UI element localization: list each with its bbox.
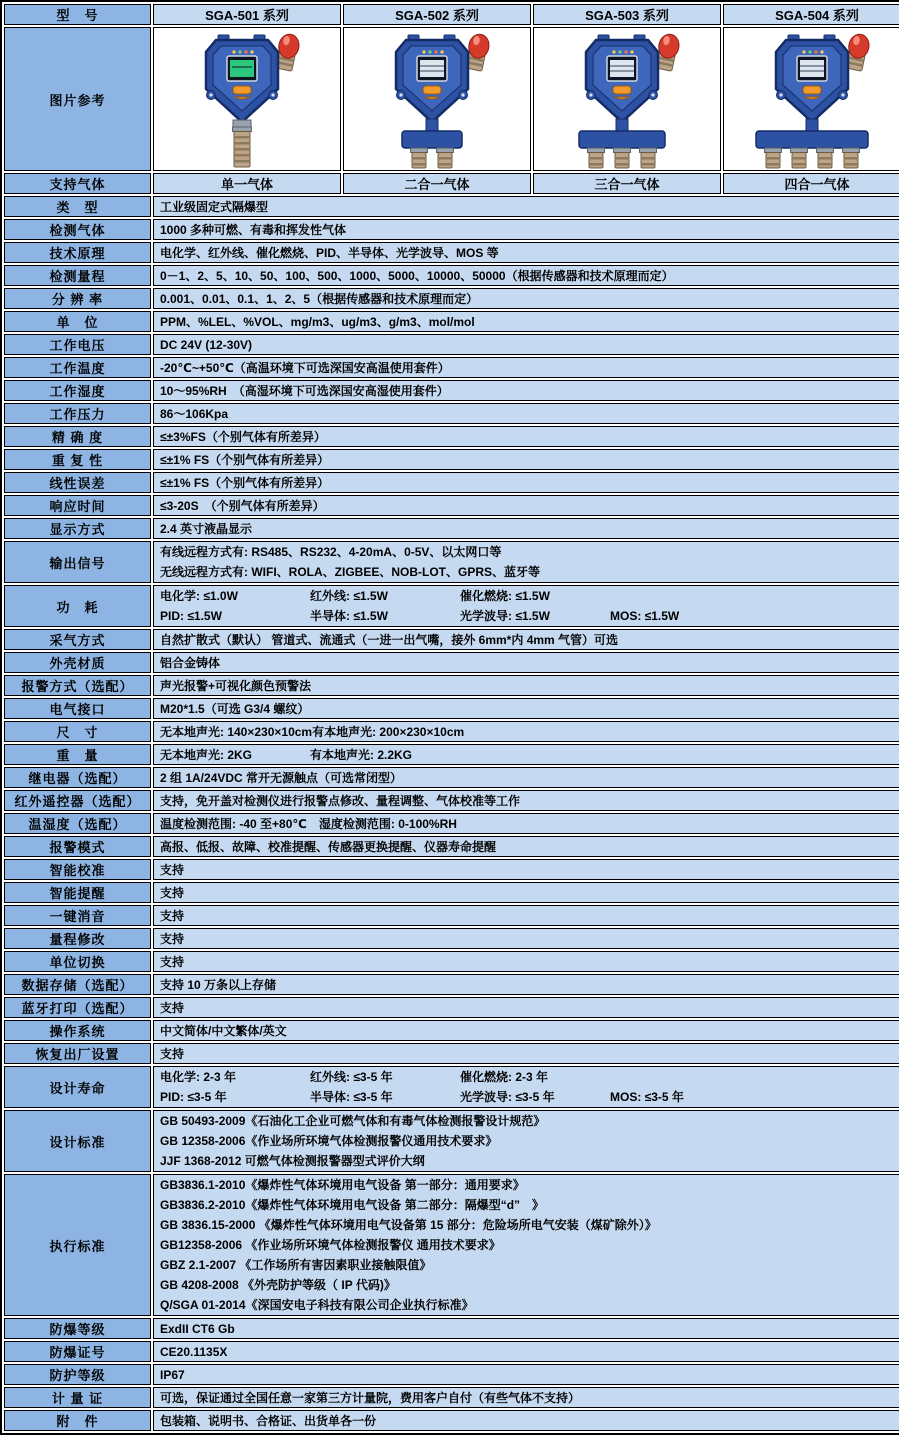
spec-label-os: 操作系统 <box>4 1020 151 1041</box>
spec-label-one-key-mute: 一键消音 <box>4 905 151 926</box>
spec-label-bt-print-optional: 蓝牙打印（选配） <box>4 997 151 1018</box>
spec-value-bt-print-optional <box>153 997 899 1018</box>
spec-value-work-humidity <box>153 380 899 401</box>
spec-segment: 催化燃烧: 2-3 年 <box>460 1070 549 1084</box>
spec-line <box>160 723 899 741</box>
spec-label-data-storage-optional: 数据存储（选配） <box>4 974 151 995</box>
model-row <box>4 4 899 25</box>
spec-label-type: 类 型 <box>4 196 151 217</box>
gas-row-label: 支持气体 <box>4 173 151 194</box>
gas-detector-illustration <box>724 29 899 169</box>
spec-label-ir-remote-optional: 红外遥控器（选配） <box>4 790 151 811</box>
spec-line: JJF 1368-2012 可燃气体检测报警器型式评价大纲 <box>160 1154 425 1168</box>
spec-value-power <box>153 585 899 627</box>
gas-detector-illustration <box>534 29 720 169</box>
spec-row-repeatability <box>4 449 899 470</box>
spec-segment: 电化学: 2-3 年 <box>160 1070 237 1084</box>
spec-line: 支持 <box>160 954 185 969</box>
spec-label-sampling: 采气方式 <box>4 629 151 650</box>
spec-line: 高报、低报、故障、校准提醒、传感器更换提醒、仪器寿命提醒 <box>160 839 497 854</box>
spec-value-factory-reset <box>153 1043 899 1064</box>
gas-support-sga-501: 单一气体 <box>153 173 341 194</box>
spec-line: GBZ 2.1-2007 《工作场所有害因素职业接触限值》 <box>160 1258 432 1272</box>
spec-row-design-standards <box>4 1110 899 1172</box>
gas-support-sga-502: 二合一气体 <box>343 173 531 194</box>
spec-label-range: 检测量程 <box>4 265 151 286</box>
spec-row-type <box>4 196 899 217</box>
spec-segment: MOS: ≤3-5 年 <box>610 1090 684 1104</box>
spec-label-range-modify: 量程修改 <box>4 928 151 949</box>
gas-support-sga-503: 三合一气体 <box>533 173 721 194</box>
spec-line: -20℃~+50℃（高温环境下可选深国安高温使用套件） <box>160 360 450 375</box>
spec-value-output-signal <box>153 541 899 583</box>
spec-line: Q/SGA 01-2014《深国安电子科技有限公司企业执行标准》 <box>160 1298 474 1312</box>
spec-row-design-life <box>4 1066 899 1108</box>
spec-label-temp-humidity-optional: 温湿度（选配） <box>4 813 151 834</box>
spec-label-unit: 单 位 <box>4 311 151 332</box>
spec-line: GB 4208-2008 《外壳防护等级（ IP 代码)》 <box>160 1278 396 1292</box>
spec-row-pressure <box>4 403 899 424</box>
model-name-sga-501: SGA-501 系列 <box>153 4 341 25</box>
model-name-sga-503: SGA-503 系列 <box>533 4 721 25</box>
spec-value-unit <box>153 311 899 332</box>
spec-row-unit <box>4 311 899 332</box>
spec-row-protection-grade <box>4 1364 899 1385</box>
spec-value-protection-grade <box>153 1364 899 1385</box>
spec-label-design-standards: 设计标准 <box>4 1110 151 1172</box>
spec-row-work-temp <box>4 357 899 378</box>
spec-segment: 光学波导: ≤1.5W <box>460 609 550 623</box>
spec-label-output-signal: 输出信号 <box>4 541 151 583</box>
spec-line: 支持 <box>160 908 185 923</box>
spec-row-unit-switch <box>4 951 899 972</box>
spec-line: CE20.1135X <box>160 1344 228 1359</box>
spec-line: 86～106Kpa <box>160 406 229 421</box>
spec-line: 2 组 1A/24VDC 常开无源触点（可选常闭型） <box>160 770 403 785</box>
spec-label-unit-switch: 单位切换 <box>4 951 151 972</box>
image-row-label: 图片参考 <box>4 27 151 171</box>
spec-row-work-humidity <box>4 380 899 401</box>
spec-row-explosion-proof-grade <box>4 1318 899 1339</box>
spec-label-design-life: 设计寿命 <box>4 1066 151 1108</box>
spec-segment: 无本地声光: 140×230×10cm <box>160 724 313 739</box>
spec-label-response-time: 响应时间 <box>4 495 151 516</box>
model-name-sga-502: SGA-502 系列 <box>343 4 531 25</box>
spec-value-alarm-modes <box>153 836 899 857</box>
spec-line: 温度检测范围: -40 至+80℃ 湿度检测范围: 0-100%RH <box>160 816 457 831</box>
spec-line: 2.4 英寸液晶显示 <box>160 521 253 536</box>
spec-row-response-time <box>4 495 899 516</box>
spec-line: 包装箱、说明书、合格证、出货单各一份 <box>160 1413 377 1428</box>
spec-value-design-life <box>153 1066 899 1108</box>
spec-row-sampling <box>4 629 899 650</box>
spec-line: 可选，保证通过全国任意一家第三方计量院，费用客户自付（有些气体不支持） <box>160 1390 581 1405</box>
spec-line: ≤3-20S （个别气体有所差异） <box>160 498 325 513</box>
spec-line: GB 50493-2009《石油化工企业可燃气体和有毒气体检测报警设计规范》 <box>160 1114 546 1128</box>
spec-label-principle: 技术原理 <box>4 242 151 263</box>
image-row <box>4 27 899 171</box>
spec-row-temp-humidity-optional <box>4 813 899 834</box>
spec-line: ExdII CT6 Gb <box>160 1321 235 1336</box>
spec-row-bt-print-optional <box>4 997 899 1018</box>
spec-value-response-time <box>153 495 899 516</box>
spec-value-principle <box>153 242 899 263</box>
spec-label-work-humidity: 工作湿度 <box>4 380 151 401</box>
spec-label-explosion-proof-cert: 防爆证号 <box>4 1341 151 1362</box>
model-name-sga-504: SGA-504 系列 <box>723 4 899 25</box>
spec-line: GB 3836.15-2000 《爆炸性气体环境用电气设备第 15 部分：危险场所电气安装（煤矿除外）》 <box>160 1218 657 1232</box>
spec-value-linearity <box>153 472 899 493</box>
spec-value-ir-remote-optional <box>153 790 899 811</box>
spec-value-sampling <box>153 629 899 650</box>
spec-segment: 电化学: ≤1.0W <box>160 589 238 603</box>
spec-line: 支持 <box>160 862 185 877</box>
spec-row-weight <box>4 744 899 765</box>
spec-value-explosion-proof-cert <box>153 1341 899 1362</box>
spec-value-unit-switch <box>153 951 899 972</box>
spec-segment: 半导体: ≤3-5 年 <box>310 1090 393 1104</box>
spec-row-data-storage-optional <box>4 974 899 995</box>
spec-row-linearity <box>4 472 899 493</box>
spec-line: 铝合金铸体 <box>160 655 221 670</box>
spec-label-alarm-modes: 报警模式 <box>4 836 151 857</box>
spec-row-ir-remote-optional <box>4 790 899 811</box>
spec-label-weight: 重 量 <box>4 744 151 765</box>
spec-line: 支持 <box>160 885 185 900</box>
spec-line <box>160 606 899 626</box>
spec-label-detect-gas: 检测气体 <box>4 219 151 240</box>
spec-segment: 红外线: ≤1.5W <box>310 589 388 603</box>
spec-segment: 有本地声光: 2.2KG <box>310 747 413 762</box>
spec-value-temp-humidity-optional <box>153 813 899 834</box>
spec-line: 有线远程方式有: RS485、RS232、4-20mA、0-5V、以太网口等 <box>160 545 502 559</box>
spec-segment: 红外线: ≤3-5 年 <box>310 1070 393 1084</box>
spec-segment: 光学波导: ≤3-5 年 <box>460 1090 555 1104</box>
spec-label-execution-standards: 执行标准 <box>4 1174 151 1316</box>
spec-label-metering-cert: 计 量 证 <box>4 1387 151 1408</box>
spec-label-linearity: 线性误差 <box>4 472 151 493</box>
gas-detector-illustration <box>344 29 530 169</box>
spec-segment: 半导体: ≤1.5W <box>310 609 388 623</box>
spec-value-voltage <box>153 334 899 355</box>
spec-line: IP67 <box>160 1367 185 1382</box>
spec-value-repeatability <box>153 449 899 470</box>
spec-row-housing <box>4 652 899 673</box>
spec-label-resolution: 分 辨 率 <box>4 288 151 309</box>
spec-row-alarm-modes <box>4 836 899 857</box>
spec-line: 支持 <box>160 1046 185 1061</box>
spec-row-range-modify <box>4 928 899 949</box>
spec-row-one-key-mute <box>4 905 899 926</box>
spec-line: ≤±1% FS（个别气体有所差异） <box>160 452 330 467</box>
spec-label-housing: 外壳材质 <box>4 652 151 673</box>
product-image-sga-504 <box>723 27 899 171</box>
spec-value-accuracy <box>153 426 899 447</box>
spec-line: GB3836.1-2010《爆炸性气体环境用电气设备 第一部分：通用要求》 <box>160 1178 525 1192</box>
spec-line: 工业级固定式隔爆型 <box>160 199 269 214</box>
spec-row-detect-gas <box>4 219 899 240</box>
spec-line: GB12358-2006 《作业场所环境气体检测报警仪 通用技术要求》 <box>160 1238 501 1252</box>
product-image-sga-501 <box>153 27 341 171</box>
spec-label-electrical-port: 电气接口 <box>4 698 151 719</box>
spec-label-pressure: 工作压力 <box>4 403 151 424</box>
spec-line: 支持，免开盖对检测仪进行报警点修改、量程调整、气体校准等工作 <box>160 793 521 808</box>
spec-value-execution-standards <box>153 1174 899 1316</box>
spec-segment: PID: ≤3-5 年 <box>160 1090 227 1104</box>
spec-row-principle <box>4 242 899 263</box>
gas-row <box>4 173 899 194</box>
spec-label-smart-reminder: 智能提醒 <box>4 882 151 903</box>
spec-line: 中文简体/中文繁体/英文 <box>160 1023 287 1038</box>
spec-label-factory-reset: 恢复出厂设置 <box>4 1043 151 1064</box>
spec-row-output-signal <box>4 541 899 583</box>
spec-line: 10～95%RH （高湿环境下可选深国安高湿使用套件） <box>160 383 449 398</box>
spec-value-smart-reminder <box>153 882 899 903</box>
spec-label-protection-grade: 防护等级 <box>4 1364 151 1385</box>
spec-label-relay-optional: 继电器（选配） <box>4 767 151 788</box>
spec-row-voltage <box>4 334 899 355</box>
spec-value-alarm-type-optional <box>153 675 899 696</box>
spec-value-accessories <box>153 1410 899 1431</box>
product-image-sga-502 <box>343 27 531 171</box>
spec-label-voltage: 工作电压 <box>4 334 151 355</box>
spec-value-weight <box>153 744 899 765</box>
spec-line <box>160 586 899 606</box>
spec-line: ≤±3%FS（个别气体有所差异） <box>160 429 326 444</box>
spec-row-factory-reset <box>4 1043 899 1064</box>
spec-row-display <box>4 518 899 539</box>
spec-label-alarm-type-optional: 报警方式（选配） <box>4 675 151 696</box>
spec-value-one-key-mute <box>153 905 899 926</box>
spec-value-pressure <box>153 403 899 424</box>
spec-row-resolution <box>4 288 899 309</box>
spec-segment: MOS: ≤1.5W <box>610 609 680 623</box>
spec-value-relay-optional <box>153 767 899 788</box>
spec-value-smart-calibration <box>153 859 899 880</box>
spec-line <box>160 1087 899 1107</box>
spec-label-power: 功 耗 <box>4 585 151 627</box>
spec-value-type <box>153 196 899 217</box>
spec-row-smart-calibration <box>4 859 899 880</box>
spec-label-smart-calibration: 智能校准 <box>4 859 151 880</box>
spec-row-smart-reminder <box>4 882 899 903</box>
spec-line: 0－1、2、5、10、50、100、500、1000、5000、10000、50000（根据传感器和技术原理而定） <box>160 268 674 283</box>
spec-value-metering-cert <box>153 1387 899 1408</box>
spec-value-detect-gas <box>153 219 899 240</box>
spec-line: M20*1.5（可选 G3/4 螺纹） <box>160 701 310 716</box>
spec-label-explosion-proof-grade: 防爆等级 <box>4 1318 151 1339</box>
spec-row-electrical-port <box>4 698 899 719</box>
spec-value-explosion-proof-grade <box>153 1318 899 1339</box>
spec-row-os <box>4 1020 899 1041</box>
spec-row-explosion-proof-cert <box>4 1341 899 1362</box>
model-row-label: 型 号 <box>4 4 151 25</box>
spec-row-relay-optional <box>4 767 899 788</box>
spec-line: 支持 <box>160 1000 185 1015</box>
spec-value-design-standards <box>153 1110 899 1172</box>
spec-segment: 无本地声光: 2KG <box>160 747 253 762</box>
gas-detector-illustration <box>154 29 340 169</box>
spec-segment: 催化燃烧: ≤1.5W <box>460 589 550 603</box>
spec-line: 声光报警+可视化颜色预警法 <box>160 678 312 693</box>
spec-line: ≤±1% FS（个别气体有所差异） <box>160 475 330 490</box>
spec-value-electrical-port <box>153 698 899 719</box>
spec-value-range-modify <box>153 928 899 949</box>
spec-row-alarm-type-optional <box>4 675 899 696</box>
spec-value-range <box>153 265 899 286</box>
spec-label-accuracy: 精 确 度 <box>4 426 151 447</box>
spec-label-display: 显示方式 <box>4 518 151 539</box>
spec-row-power <box>4 585 899 627</box>
spec-line: DC 24V (12-30V) <box>160 337 253 352</box>
spec-line: GB3836.2-2010《爆炸性气体环境用电气设备 第二部分：隔爆型“d” 》 <box>160 1198 545 1212</box>
spec-row-range <box>4 265 899 286</box>
spec-line: 自然扩散式（默认） 管道式、流通式（一进一出气嘴，接外 6mm*内 4mm 气管）可选 <box>160 632 619 647</box>
spec-value-resolution <box>153 288 899 309</box>
spec-value-data-storage-optional <box>153 974 899 995</box>
gas-support-sga-504: 四合一气体 <box>723 173 899 194</box>
spec-label-work-temp: 工作温度 <box>4 357 151 378</box>
spec-line: 支持 <box>160 931 185 946</box>
spec-value-display <box>153 518 899 539</box>
spec-line <box>160 1067 899 1087</box>
spec-line: 支持 10 万条以上存储 <box>160 977 277 992</box>
spec-row-metering-cert <box>4 1387 899 1408</box>
product-image-sga-503 <box>533 27 721 171</box>
spec-value-housing <box>153 652 899 673</box>
spec-label-dimensions: 尺 寸 <box>4 721 151 742</box>
spec-row-accessories <box>4 1410 899 1431</box>
spec-label-repeatability: 重 复 性 <box>4 449 151 470</box>
spec-line: 1000 多种可燃、有毒和挥发性气体 <box>160 222 347 237</box>
spec-line: 电化学、红外线、催化燃烧、PID、半导体、光学波导、MOS 等 <box>160 245 499 260</box>
spec-label-accessories: 附 件 <box>4 1410 151 1431</box>
spec-segment: 有本地声光: 200×230×10cm <box>312 724 465 739</box>
spec-segment: PID: ≤1.5W <box>160 609 222 623</box>
spec-row-execution-standards <box>4 1174 899 1316</box>
spec-line: 无线远程方式有: WIFI、ROLA、ZIGBEE、NOB-LOT、GPRS、蓝牙等 <box>160 565 540 579</box>
spec-line: 0.001、0.01、0.1、1、2、5（根据传感器和技术原理而定） <box>160 291 479 306</box>
spec-value-os <box>153 1020 899 1041</box>
spec-row-accuracy <box>4 426 899 447</box>
spec-value-work-temp <box>153 357 899 378</box>
spec-line: PPM、%LEL、%VOL、mg/m3、ug/m3、g/m3、mol/mol <box>160 314 475 329</box>
spec-line: GB 12358-2006《作业场所环境气体检测报警仪通用技术要求》 <box>160 1134 498 1148</box>
spec-line <box>160 746 899 764</box>
spec-row-dimensions <box>4 721 899 742</box>
spec-value-dimensions <box>153 721 899 742</box>
